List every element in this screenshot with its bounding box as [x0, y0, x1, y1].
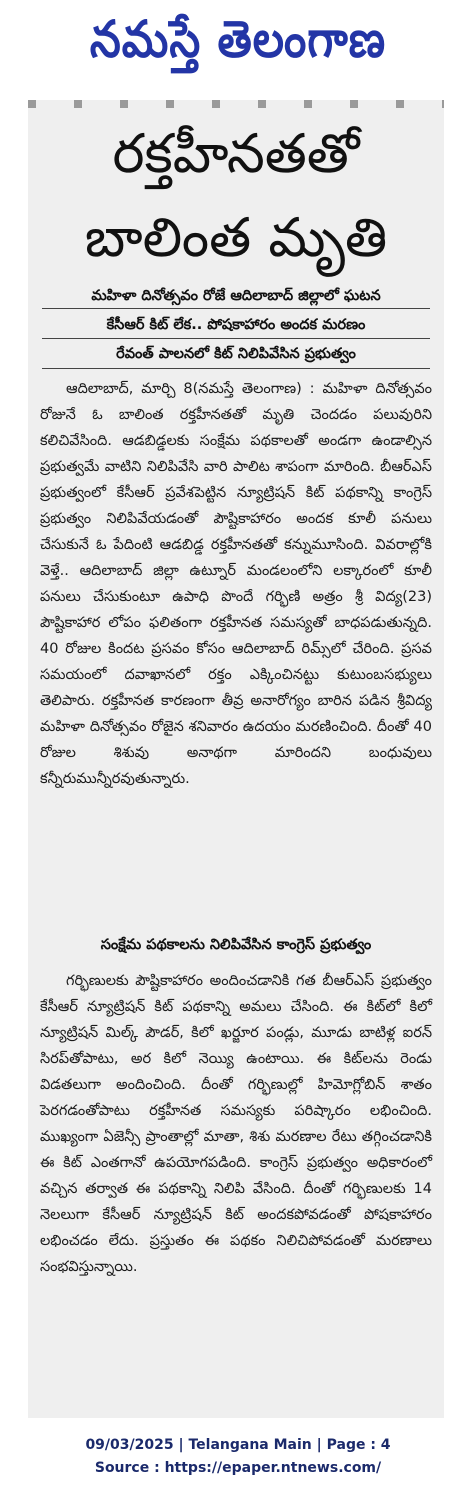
divider [42, 308, 430, 309]
footer-date-edition: 09/03/2025 | Telangana Main | Page : 4 [85, 1437, 391, 1453]
article-paragraph-1: ఆదిలాబాద్, మార్చి 8(నమస్తే తెలంగాణ) : మహిళా దినోత్సవం రోజునే ఓ బాలింత రక్తహీనతతో మృతి చెందడం పలువురిని కలిచివేసింది. ఆడబిడ్డలకు సంక్షేమ పథకాలతో అండగా ఉండాల్సిన ప్రభుత్వమే వాటిని నిలిపివేసి వారి పాలిట శాపంగా మారింది. బీఆర్ఎస్ ప్రభుత్వంలో కేసీఆర్ ప్రవేశపెట్టిన న్యూట్రిషన్ కిట్ పథకాన్ని కాంగ్రెస్ ప్రభుత్వం నిలిపివేయడంతో పౌష్టికాహారం అందక కూలీ పనులు చేసుకునే ఓ పేదింటి ఆడబిడ్డ రక్తహీనతతో కన్నుమూసింది. వివరాల్లోకి వెళ్తే.. ఆదిలాబాద్ జిల్లా ఉట్నూర్ మండలంలోని లక్కారంలో కూలీ పనులు చేసుకుంటూ ఉపాధి పొందే గర్భిణి అత్రం శ్రీ విద్య(23) పౌష్టికాహార లోపం ఫలితంగా రక్తహీనత సమస్యతో బాధపడుతున్నది. 40 రోజుల కిందట ప్రసవం కోసం ఆదిలాబాద్ రిమ్స్‌లో చేరింది. ప్రసవ సమయంలో దవాఖానలో రక్తం ఎక్కించినట్టు కుటుంబసభ్యులు తెలిపారు. రక్తహీనత కారణంగా తీవ్ర అనారోగ్యం బారిన పడిన శ్రీవిద్య మహిళా దినోత్సవం రోజైన శనివారం ఉదయం మరణించింది. దీంతో 40 రోజుల శిశువు అనాథగా మారిందని బంధువులు కన్నీరుమున్నీరవుతున్నారు. [40, 381, 432, 787]
masthead-logo-text: నమస్తే తెలంగాణ [89, 10, 387, 69]
crosshead: సంక్షేమ పథకాలను నిలిపివేసిన కాంగ్రెస్ ప్రభుత్వం [100, 937, 372, 953]
masthead [0, 0, 476, 92]
headline-line-1: రక్తహీనతతో [112, 122, 360, 185]
divider [42, 368, 430, 369]
subheading-3: రేవంత్ పాలనలో కిట్ నిలిపివేసిన ప్రభుత్వం [116, 346, 356, 362]
subheading-2: కేసీఆర్ కిట్ లేక.. పోషకాహారం అందక మరణం [106, 317, 366, 333]
subheading-1: మహిళా దినోత్సవం రోజే ఆదిలాబాద్ జిల్లాలో ఘటన [91, 288, 381, 304]
footer-source: Source : https://epaper.ntnews.com/ [94, 1460, 382, 1476]
cropped-text-strip [28, 100, 444, 108]
headline-line-2: బాలింత మృతి [84, 206, 388, 269]
divider [42, 338, 430, 339]
article-paragraph-2: గర్భిణులకు పౌష్టికాహారం అందించడానికి గత బీఆర్ఎస్ ప్రభుత్వం కేసీఆర్ న్యూట్రిషన్ కిట్ పథకాన్ని అమలు చేసింది. ఈ కిట్‌లో కిలో న్యూట్రిషన్ మిల్క్ పౌడర్, కిలో ఖర్జూర పండ్లు, మూడు బాటిళ్ల ఐరన్ సిరప్‌తోపాటు, అర కిలో నెయ్యి ఉంటాయి. ఈ కిట్‌లను రెండు విడతలుగా అందించింది. దీంతో గర్భిణుల్లో హిమోగ్లోబిన్ శాతం పెరగడంతోపాటు రక్తహీనత సమస్యకు పరిష్కారం లభించింది. ముఖ్యంగా ఏజెన్సీ ప్రాంతాల్లో మాతా, శిశు మరణాల రేటు తగ్గించడానికి ఈ కిట్ ఎంతగానో ఉపయోగపడింది. కాంగ్రెస్ ప్రభుత్వం అధికారంలో వచ్చిన తర్వాత ఈ పథకాన్ని నిలిపి వేసింది. దీంతో గర్భిణులకు 14 నెలలుగా కేసీఆర్ న్యూట్రిషన్ కిట్ అందకపోవడంతో పోషకాహారం లభించడం లేదు. ప్రస్తుతం ఈ పథకం నిలిచిపోవడంతో మరణాలు సంభవిస్తున్నాయి. [40, 973, 432, 1275]
article-clipping [28, 100, 444, 1418]
